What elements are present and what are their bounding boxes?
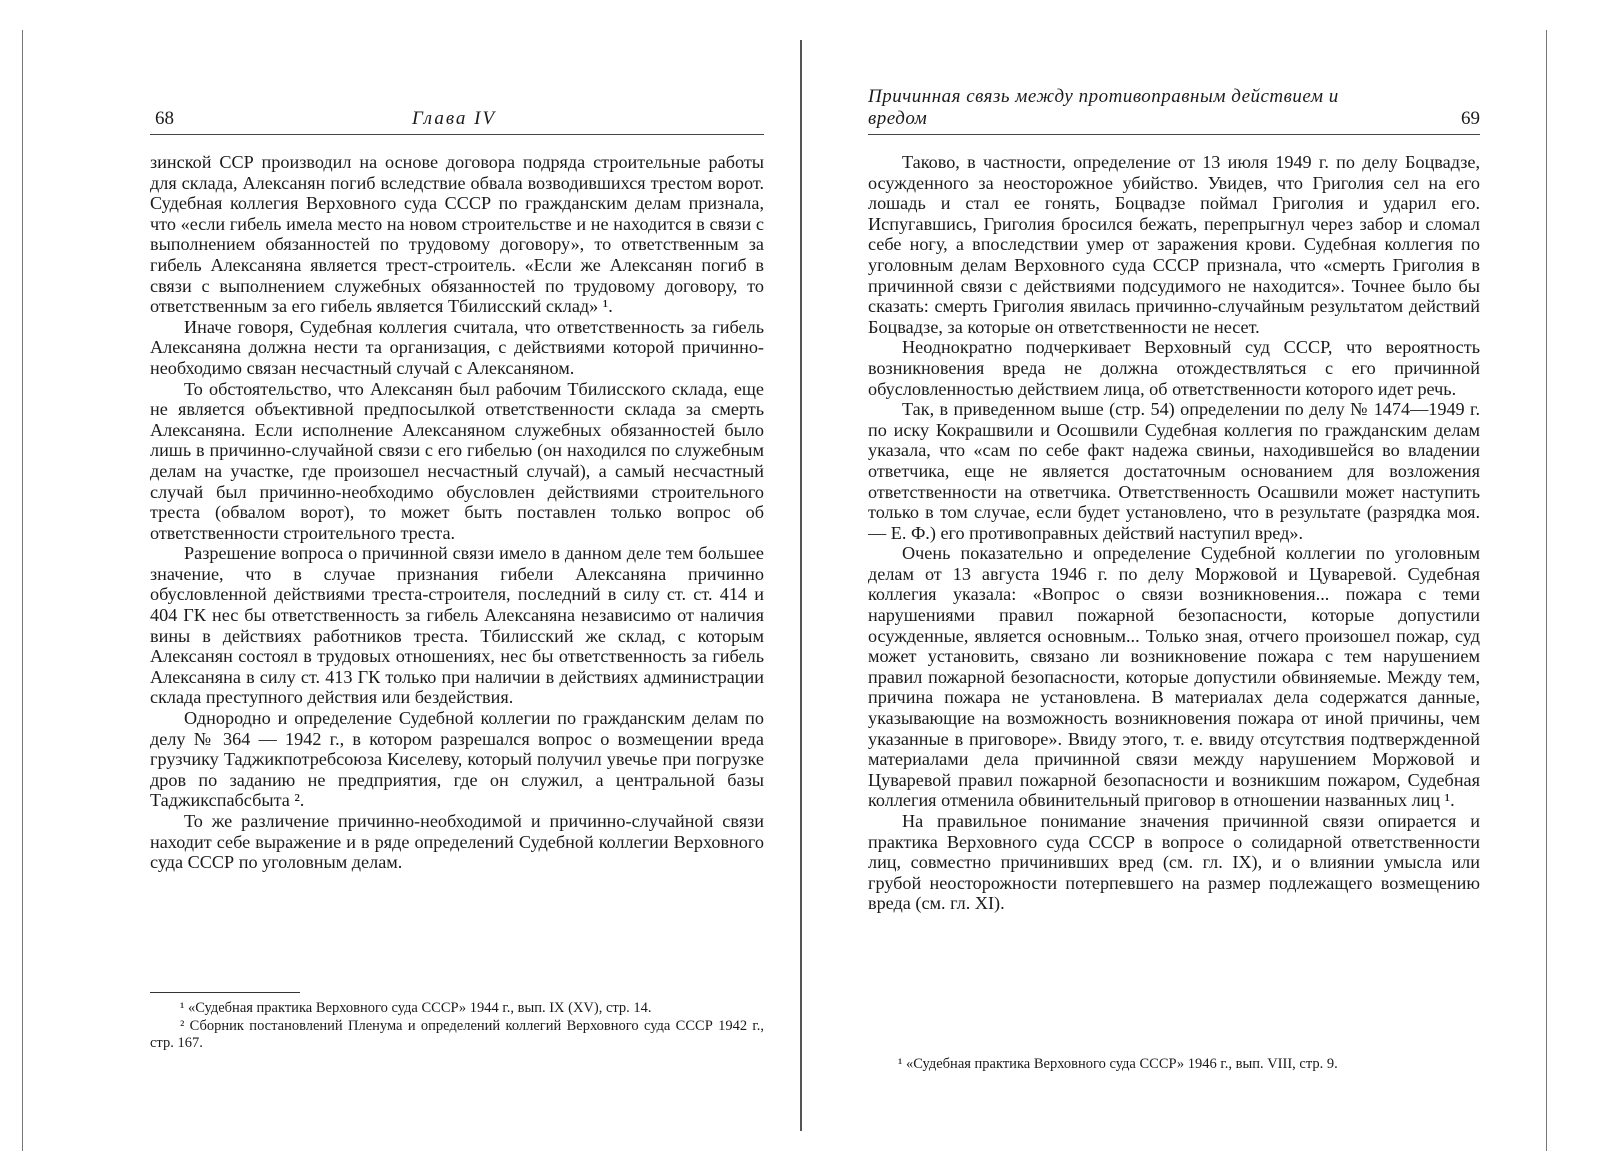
left-paragraph-6: То же различение причинно-необходимой и причинно-случайной связи находит себе выражение и в ряде определений Судебной коллегии Верховного суда СССР по уголовным делам. <box>150 811 764 873</box>
left-page-edge <box>22 30 23 1151</box>
right-paragraph-2: Неоднократно подчеркивает Верховный суд СССР, что вероятность возникновения вреда не должна отождествляться с его причинной обусловленностью действием лица, об ответственности которого идет речь. <box>868 337 1480 399</box>
right-paragraph-1: Таково, в частности, определение от 13 июля 1949 г. по делу Боцвадзе, осужденного за неосторожное убийство. Увидев, что Григолия сел на его лошадь и стал ее гонять, Боцвадзе поймал Григолия и ударил его. Испугавшись, Григолия бросился бежать, перепрыгнул через забор и сломал себе ногу, а впоследствии умер от заражения крови. Судебная коллегия по уголовным делам Верховного суда СССР признала, что «смерть Григолия в причинной связи с действиями подсудимого не находится». Точнее было бы сказать: смерть Григолия явилась причинно-случайным результатом действий Боцвадзе, за которые он ответственности не несет. <box>868 152 1480 337</box>
left-footnotes <box>150 1000 764 1053</box>
right-page-number: 69 <box>1461 108 1480 129</box>
left-chapter-title: Глава IV <box>412 108 497 129</box>
right-paragraph-4: Очень показательно и определение Судебной коллегии по уголовным делам от 13 августа 1946 г. по делу Моржовой и Цуваревой. Судебная коллегия указала: «Вопрос о связи возникновения... пожара с теми нарушениями правил пожарной безопасности, которые допустили осужденные, является основным... Только зная, отчего произошел пожар, суд может установить, связано ли возникновение пожара с тем нарушением правил пожарной безопасности, которые допустили обвиняемые. Между тем, причина пожара не установлена. В материалах дела содержатся данные, указывающие на возможность возникновения пожара от иной причины, чем указанные в приговоре». Ввиду этого, т. е. ввиду отсутствия подтвержденной материалами дела причинной связи между нарушением Моржовой и Цуваревой правил пожарной безопасности и возникшим пожаром, Судебная коллегия отменила обвинительный приговор в отношении названных лиц ¹. <box>868 543 1480 811</box>
right-page <box>868 0 1480 1171</box>
left-paragraph-3: То обстоятельство, что Алексанян был рабочим Тбилисского склада, еще не является объективной предпосылкой ответственности склада за смерть Алексаняна. Если исполнение Алексаняном служебных обязанностей было лишь в причинно-случайной связи с его гибелью (он находился по служебным делам на участке, где произошел несчастный случай), а самый несчастный случай был причинно-необходимо обусловлен действиями строительного треста (обвалом ворот), то может быть поставлен только вопрос об ответственности строительного треста. <box>150 378 764 543</box>
right-footnote-1: ¹ «Судебная практика Верховного суда СССР» 1946 г., вып. VIII, стр. 9. <box>898 1056 1338 1072</box>
right-chapter-title: Причинная связь между противоправным действием и вредом <box>868 86 1339 129</box>
left-footnote-2: ² Сборник постановлений Пленума и определений коллегий Верховного суда СССР 1942 г., стр. 167. <box>150 1017 764 1051</box>
left-footnote-1: ¹ «Судебная практика Верховного суда СССР» 1944 г., вып. IX (XV), стр. 14. <box>180 1000 652 1016</box>
right-body-text <box>868 152 1480 914</box>
left-running-head <box>150 104 764 135</box>
right-running-head <box>868 86 1480 135</box>
left-paragraph-4: Разрешение вопроса о причинной связи имело в данном деле тем большее значение, что в случае признания гибели Алексаняна причинно обусловленной действиями треста-строителя, последний в силу ст. ст. 414 и 404 ГК нес бы ответственность за гибель Алексаняна независимо от наличия вины в действиях работников треста. Тбилисский же склад, с которым Алексанян состоял в трудовых отношениях, нес бы ответственность за гибель Алексаняна в силу ст. 413 ГК только при наличии в действиях администрации склада преступного действия или бездействия. <box>150 543 764 708</box>
left-footnote-rule <box>150 992 300 993</box>
right-footnotes <box>868 1056 1480 1074</box>
right-paragraph-5: На правильное понимание значения причинной связи опирается и практика Верховного суда СССР в вопросе о солидарной ответственности лиц, совместно причинивших вред (см. гл. IX), и о влиянии умысла или грубой неосторожности потерпевшего на размер подлежащего возмещению вреда (см. гл. XI). <box>868 811 1480 914</box>
left-page <box>150 0 764 1171</box>
left-paragraph-2: Иначе говоря, Судебная коллегия считала, что ответственность за гибель Алексаняна должна нести та организация, с действиями которой причинно-необходимо связан несчастный случай с Алексаняном. <box>150 316 764 378</box>
book-gutter <box>800 40 802 1131</box>
left-paragraph-5: Однородно и определение Судебной коллегии по гражданским делам по делу № 364 — 1942 г., в котором разрешался вопрос о возмещении вреда грузчику Таджикпотребсоюза Киселеву, который получил увечье при погрузке дров по заданию не предприятия, где он служил, а центральной базы Таджикспабсбыта ². <box>150 708 764 811</box>
right-page-edge <box>1546 30 1547 1151</box>
left-page-number: 68 <box>155 108 174 129</box>
left-body-text <box>150 152 764 873</box>
right-paragraph-3: Так, в приведенном выше (стр. 54) определении по делу № 1474—1949 г. по иску Кокрашвили и Осошвили Судебная коллегия по гражданским делам указала, что «сам по себе факт надежа свиньи, находившейся во владении ответчика, еще не является достаточным основанием для возложения ответственности на ответчика. Ответственность Осашвили может наступить только в том случае, если будет установлено, что в результате (разрядка моя. — Е. Ф.) его противоправных действий наступил вред». <box>868 399 1480 543</box>
left-paragraph-1: зинской ССР производил на основе договора подряда строительные работы для склада, Алексанян погиб вследствие обвала возводившихся трестом ворот. Судебная коллегия Верховного суда СССР по гражданским делам признала, что «если гибель имела место на новом строительстве и не находится в связи с выполнением обязанностей по трудовому договору», то ответственным за гибель Алексаняна является трест-строитель. «Если же Алексанян погиб в связи с выполнением служебных обязанностей по трудовому договору, то ответственным за его гибель является Тбилисский склад» ¹. <box>150 152 764 317</box>
